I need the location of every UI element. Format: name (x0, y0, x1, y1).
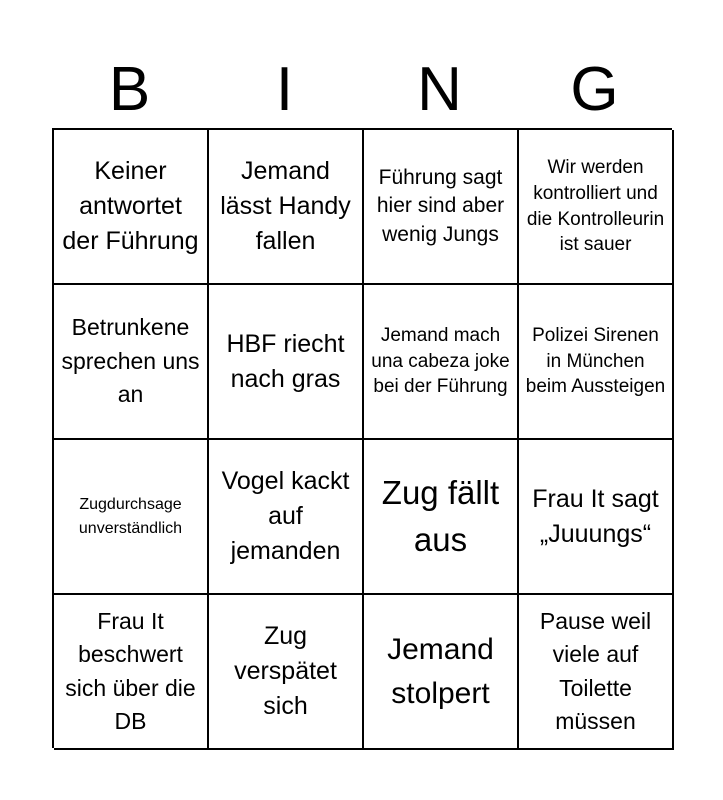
header-letter-b: B (108, 55, 151, 124)
header-letter-i: I (275, 55, 294, 124)
bingo-cell-r1c1[interactable]: Keiner antwortet der Führung (54, 130, 209, 285)
bingo-header (52, 52, 672, 128)
bingo-cell-r2c3[interactable]: Jemand mach una cabeza joke bei der Führung (364, 285, 519, 440)
bingo-cell-r3c4[interactable]: Frau It sagt „Juuungs“ (519, 440, 674, 595)
bingo-grid (52, 128, 672, 748)
bingo-cell-r4c2[interactable]: Zug verspätet sich (209, 595, 364, 750)
bingo-cell-r4c1[interactable]: Frau It beschwert sich über die DB (54, 595, 209, 750)
bingo-cell-r1c4[interactable]: Wir werden kontrolliert und die Kontrolleurin ist sauer (519, 130, 674, 285)
bingo-cell-r3c3[interactable]: Zug fällt aus (364, 440, 519, 595)
header-letter-g: G (570, 55, 619, 124)
bingo-cell-r1c2[interactable]: Jemand lässt Handy fallen (209, 130, 364, 285)
header-letter-n: N (417, 55, 462, 124)
bingo-cell-r1c3[interactable]: Führung sagt hier sind aber wenig Jungs (364, 130, 519, 285)
bingo-cell-r2c2[interactable]: HBF riecht nach gras (209, 285, 364, 440)
bingo-cell-r4c3[interactable]: Jemand stolpert (364, 595, 519, 750)
bingo-cell-r2c4[interactable]: Polizei Sirenen in München beim Aussteigen (519, 285, 674, 440)
bingo-cell-r3c2[interactable]: Vogel kackt auf jemanden (209, 440, 364, 595)
bingo-cell-r3c1[interactable]: Zugdurchsage unverständlich (54, 440, 209, 595)
bingo-cell-r4c4[interactable]: Pause weil viele auf Toilette müssen (519, 595, 674, 750)
bingo-cell-r2c1[interactable]: Betrunkene sprechen uns an (54, 285, 209, 440)
